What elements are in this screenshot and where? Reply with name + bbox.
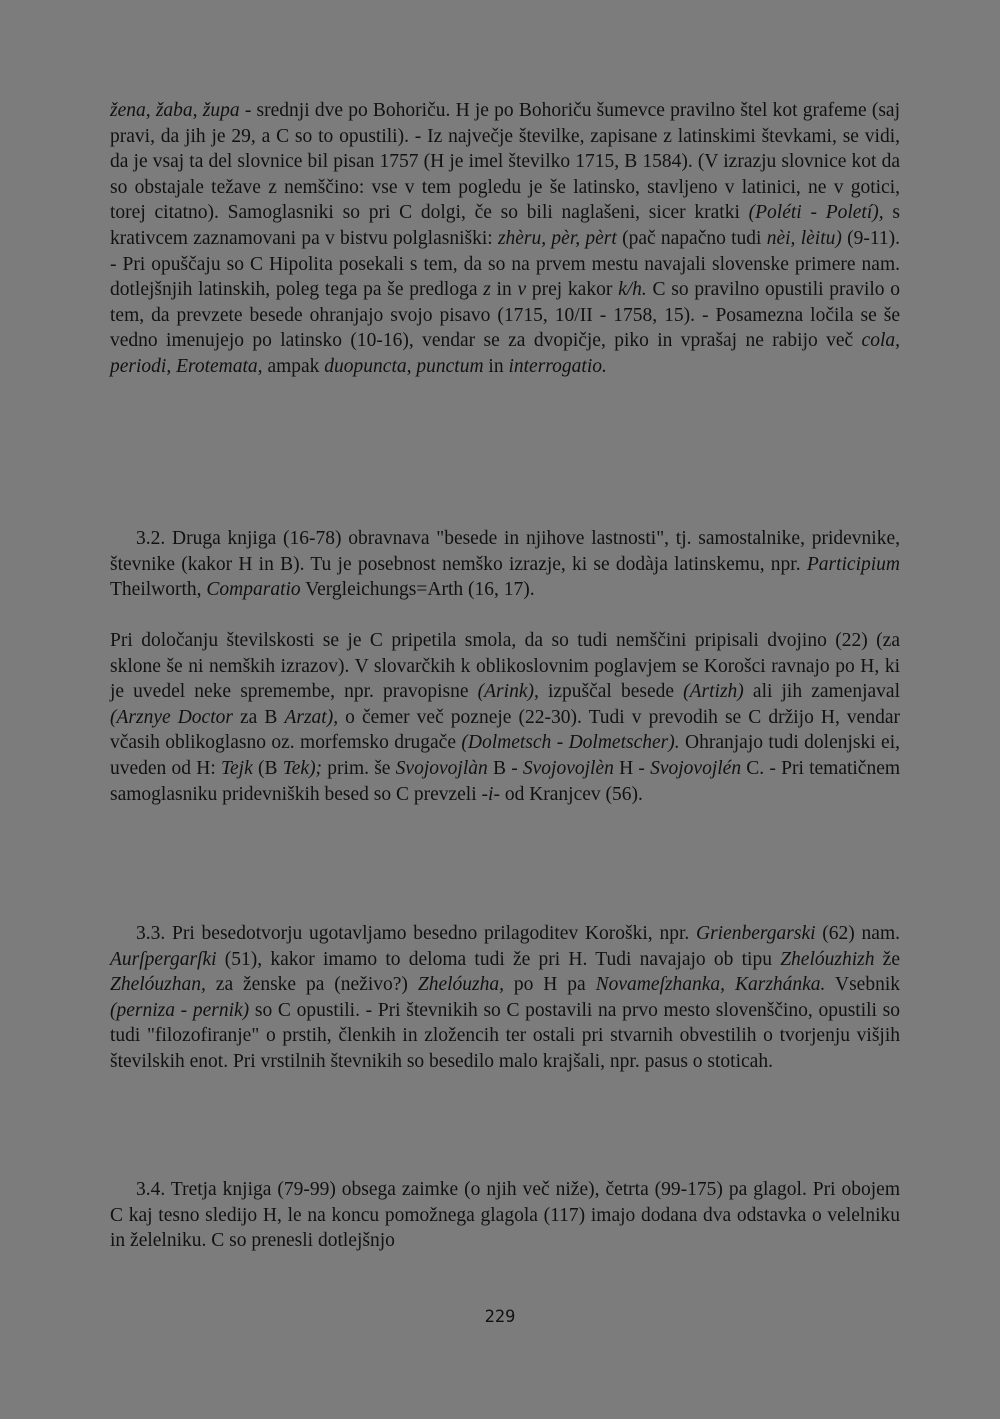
text-run: ampak: [262, 355, 325, 377]
text-run: H -: [613, 757, 651, 779]
text-run: od Kranjcev (56).: [499, 783, 643, 805]
text-run: in: [490, 279, 518, 301]
italic-term: z: [483, 279, 491, 301]
text-run: za ženske pa (neživo?): [205, 974, 418, 996]
text-run: prej kakor: [526, 279, 619, 301]
text-run: - srednji dve po Bohoriču. H je po Bohoriču šumevce pravilno štel kot grafeme (saj pravi, da jih je 29, a C so to opustili). - Iz največje številke, zapisane z latinskimi števkami, se vidi, da je vsaj ta del slovnice bil pisan 1757 (H je imel številko 1715, B 1584). (V izrazju slovnice kot da so obstajale težave z nemščino: vse v tem pogledu je še latinsko, stavljeno v latinici, ne v gotici, torej citatno). Samoglasniki so pri C dolgi, če so bili naglašeni, sicer kratki: [110, 100, 901, 224]
italic-term: cola, periodi, Erotemata,: [110, 330, 900, 377]
italic-term: Aurſpergarſki: [110, 948, 217, 970]
italic-term: interrogatio.: [508, 355, 607, 377]
text-run: (51), kakor imamo to deloma tudi že pri H. Tudi navajajo ob tipu: [216, 948, 781, 970]
italic-term: (Artizh): [683, 681, 744, 703]
text-run: Vergleichungs=Arth (16, 17).: [300, 579, 535, 601]
text-run: Vsebnik: [825, 974, 900, 996]
italic-term: Comparatio: [206, 579, 301, 601]
italic-term: Tejk: [220, 757, 253, 779]
page-number: 229: [484, 1307, 516, 1327]
paragraph-text: [110, 526, 900, 603]
text-run: (B: [252, 757, 283, 779]
italic-term: Svojovojlèn: [522, 757, 614, 779]
italic-term: nèi, lèitu): [766, 227, 842, 249]
paragraph-text: [110, 1177, 900, 1254]
text-run: že: [874, 948, 900, 970]
paragraph-text: [110, 628, 900, 807]
paragraph-3-4: [110, 1177, 900, 1254]
italic-term: k/h.: [618, 279, 647, 301]
text-run: in: [483, 355, 509, 377]
italic-term: v: [517, 279, 527, 301]
italic-term: -i-: [481, 783, 500, 805]
text-run: (62) nam.: [815, 923, 901, 944]
paragraph-3-2: [110, 526, 900, 603]
italic-term: (perniza - pernik): [110, 999, 250, 1021]
paragraph-intro: [110, 98, 900, 380]
text-run: 3.2. Druga knjiga (16-78) obravnava "besede in njihove lastnosti", tj. samostalnike, pridevnike, števnike (kakor H in B). Tu je posebnost nemško izrazje, ki se dodàja latinskemu, npr.: [110, 528, 900, 575]
italic-term: Zhelóuzhizh: [780, 948, 875, 970]
text-run: B -: [487, 757, 523, 779]
text-run: Theilworth,: [110, 579, 207, 601]
text-run: Pri določanju številskosti se je C pripetila smola, da so tudi nemščini pripisali dvojino (22) (za sklone še ni nemških izrazov). V slovarčkih k oblikoslovnim poglavjem se Korošci ravnajo po H, ki je uvedel neke spremembe, npr. pravopisne: [110, 630, 900, 703]
italic-term: Arzat),: [284, 706, 339, 728]
text-run: prim. še: [322, 757, 396, 779]
text-run: za B: [232, 706, 285, 728]
text-run: (9-11). - Pri opuščaju so C Hipolita posekali s tem, da so na prvem mestu navajali slovenske primere nam. dotlejšnjih latinskih, poleg tega pa še predloga: [110, 227, 901, 301]
text-run: 3.3. Pri besedotvorju ugotavljamo besedno prilagoditev Koroški, npr.: [136, 923, 697, 944]
text-run: 3.4. Tretja knjiga (79-99) obsega zaimke (o njih več niže), četrta (99-175) pa glagol. Pri obojem C kaj tesno sledijo H, le na koncu pomožnega glagola (117) imajo dodana dva odstavka o velelniku in želelniku. C so prenesli dotlejšnjo: [110, 1179, 900, 1252]
italic-term: (Dolmetsch - Dolmetscher).: [461, 732, 680, 754]
text-run: C. - Pri tematičnem samoglasniku pridevniških besed so C prevzeli: [110, 757, 901, 805]
italic-term: Svojovojlàn: [395, 757, 488, 779]
italic-term: zhèru, pèr, pèrt: [497, 227, 617, 249]
italic-term: duopuncta, punctum: [324, 355, 484, 377]
paragraph-text: [110, 921, 900, 1075]
text-run: ali jih zamenjaval: [743, 681, 900, 703]
italic-term: Tek);: [282, 757, 323, 779]
text-run: C so pravilno opustili pravilo o tem, da prevzete besede ohranjajo svojo pisavo (1715, 10/II - 1758, 15). - Posamezna ločila se še vedno imenujejo po latinsko (10-16), vendar se za dvopičje, piko in vprašaj ne rabijo več: [110, 279, 901, 352]
text-run: so C opustili. - Pri števnikih so C postavili na prvo mesto slovenščino, opustili so tudi "filozofiranje" o prstih, členkih in zložencih ter ostali pri stvarnih obvestilih o tvorjenju višjih številskih enot. Pri vrstilnih števnikih so besedilo malo krajšali, npr. pasus o stoticah.: [110, 999, 900, 1072]
italic-term: Svojovojlén: [650, 757, 742, 779]
paragraph-text: [110, 98, 900, 380]
text-run: s krativcem zaznamovani pa v bistvu polglasniški:: [110, 202, 900, 249]
paragraph-3-3: [110, 921, 900, 1075]
italic-term: Novameſzhanka, Karzhánka.: [595, 974, 826, 996]
italic-term: (Arink),: [477, 681, 539, 703]
text-run: Ohranjajo tudi dolenjski ei, uveden od H:: [110, 732, 900, 779]
italic-term: Zhelóuzha,: [417, 974, 504, 996]
text-run: o čemer več pozneje (22-30). Tudi v prevodih se C držijo H, vendar včasih oblikoglasno oz. morfemsko drugače: [110, 706, 900, 754]
text-run: (pač napačno tudi: [616, 227, 767, 249]
text-run: izpuščal besede: [538, 681, 684, 703]
italic-term: Zhelóuzhan,: [110, 974, 206, 996]
text-run: po H pa: [503, 974, 596, 996]
italic-term: (Arznye Doctor: [110, 706, 233, 728]
italic-term: (Poléti - Poletí),: [748, 202, 884, 224]
paragraph-continuation: [110, 628, 900, 807]
italic-term: Participium: [806, 553, 900, 575]
italic-term: Grienbergarski: [696, 923, 816, 944]
italic-term: žena, žaba, župa: [110, 100, 240, 121]
